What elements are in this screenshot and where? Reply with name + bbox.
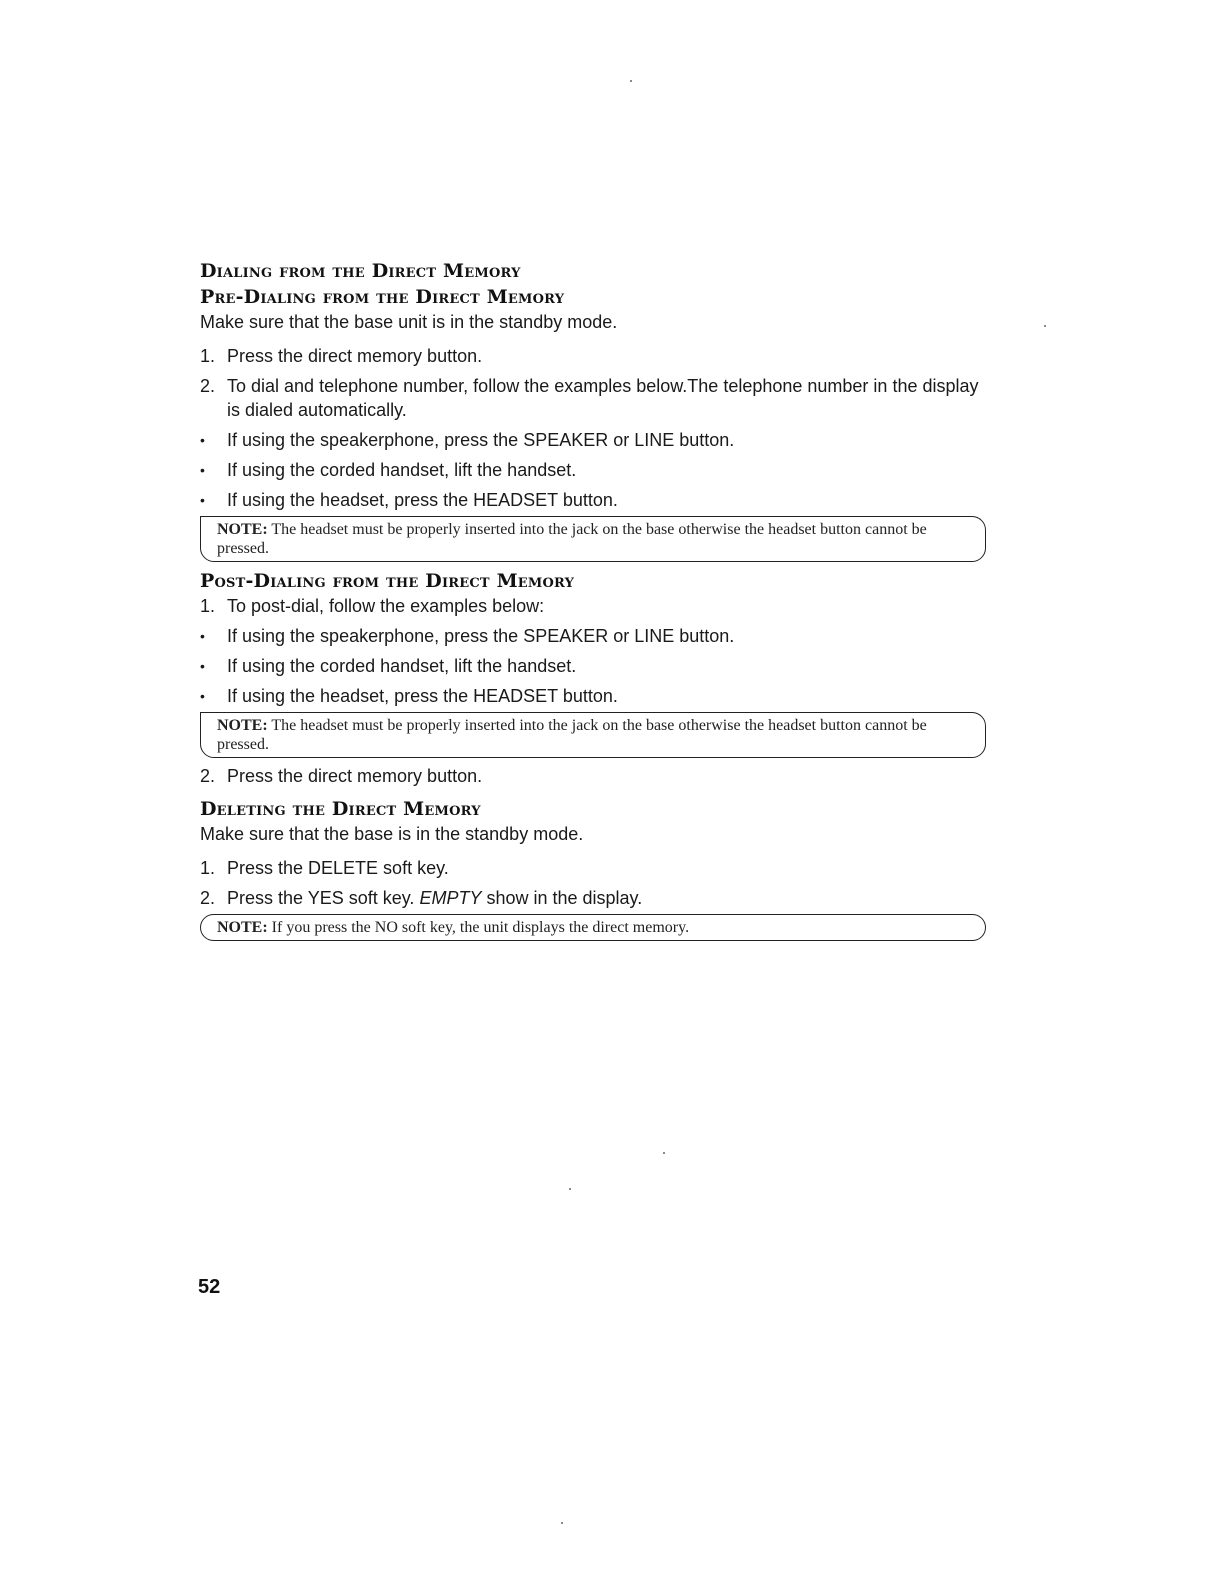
page-content <box>200 258 990 947</box>
step-text: Press the DELETE soft key. <box>227 858 449 878</box>
scan-speck <box>1044 325 1046 327</box>
bullet-icon: • <box>200 462 205 478</box>
step-number: 1. <box>200 346 216 366</box>
step-number: 1. <box>200 858 216 878</box>
pre-dialing-step-1 <box>200 344 990 368</box>
bullet-icon: • <box>200 628 205 644</box>
step-text: Press the direct memory button. <box>227 766 483 786</box>
post-dialing-bullet-3 <box>200 684 990 708</box>
step-text: To post-dial, follow the examples below: <box>227 596 545 616</box>
bullet-text: If using the headset, press the HEADSET button. <box>227 686 618 706</box>
deleting-step-1 <box>200 856 990 880</box>
section-heading-post-dialing: Post-Dialing from the Direct Memory <box>200 570 575 592</box>
post-dialing-step-2 <box>200 764 990 788</box>
post-dialing-step-1 <box>200 594 990 618</box>
scan-speck <box>561 1522 563 1524</box>
bullet-text: If using the speakerphone, press the SPEAKER or LINE button. <box>227 626 735 646</box>
step-number: 2. <box>200 888 216 908</box>
step-text-suffix: show in the display. <box>486 888 643 908</box>
post-dialing-bullet-1 <box>200 624 990 648</box>
bullet-icon: • <box>200 492 205 508</box>
note-text: If you press the NO soft key, the unit displays the direct memory. <box>271 919 690 936</box>
deleting-step-2 <box>200 886 990 910</box>
post-dialing-note <box>200 712 986 758</box>
deleting-intro: Make sure that the base is in the standby mode. <box>200 824 584 844</box>
step-text-emphasis: EMPTY <box>419 888 482 908</box>
step-number: 2. <box>200 766 216 786</box>
bullet-text: If using the corded handset, lift the handset. <box>227 656 577 676</box>
bullet-text: If using the corded handset, lift the handset. <box>227 460 577 480</box>
scan-speck <box>569 1188 571 1190</box>
bullet-icon: • <box>200 658 205 674</box>
section-heading-pre-dialing: Pre-Dialing from the Direct Memory <box>200 286 565 308</box>
post-dialing-bullet-2 <box>200 654 990 678</box>
note-label: NOTE: <box>217 717 268 734</box>
pre-dialing-step-2 <box>200 374 990 422</box>
step-number: 2. <box>200 376 216 396</box>
note-label: NOTE: <box>217 521 268 538</box>
bullet-icon: • <box>200 688 205 704</box>
pre-dialing-bullet-1 <box>200 428 990 452</box>
note-text: The headset must be properly inserted into the jack on the base otherwise the headset button cannot be pressed. <box>217 717 927 753</box>
pre-dialing-bullet-3 <box>200 488 990 512</box>
page-number: 52 <box>198 1276 221 1298</box>
note-label: NOTE: <box>217 919 268 936</box>
section-heading-deleting: Deleting the Direct Memory <box>200 798 481 820</box>
pre-dialing-bullet-2 <box>200 458 990 482</box>
deleting-note <box>200 914 986 941</box>
bullet-icon: • <box>200 432 205 448</box>
pre-dialing-note <box>200 516 986 562</box>
scan-speck <box>663 1152 665 1154</box>
step-number: 1. <box>200 596 216 616</box>
pre-dialing-intro: Make sure that the base unit is in the standby mode. <box>200 312 618 332</box>
bullet-text: If using the headset, press the HEADSET button. <box>227 490 618 510</box>
section-heading-dialing: Dialing from the Direct Memory <box>200 260 521 282</box>
note-text: The headset must be properly inserted into the jack on the base otherwise the headset button cannot be pressed. <box>217 521 927 557</box>
scan-speck <box>630 80 632 82</box>
step-text-prefix: Press the YES soft key. <box>227 888 415 908</box>
step-text: To dial and telephone number, follow the examples below.The telephone number in the display is dialed automatically. <box>227 376 979 420</box>
bullet-text: If using the speakerphone, press the SPEAKER or LINE button. <box>227 430 735 450</box>
step-text: Press the direct memory button. <box>227 346 483 366</box>
